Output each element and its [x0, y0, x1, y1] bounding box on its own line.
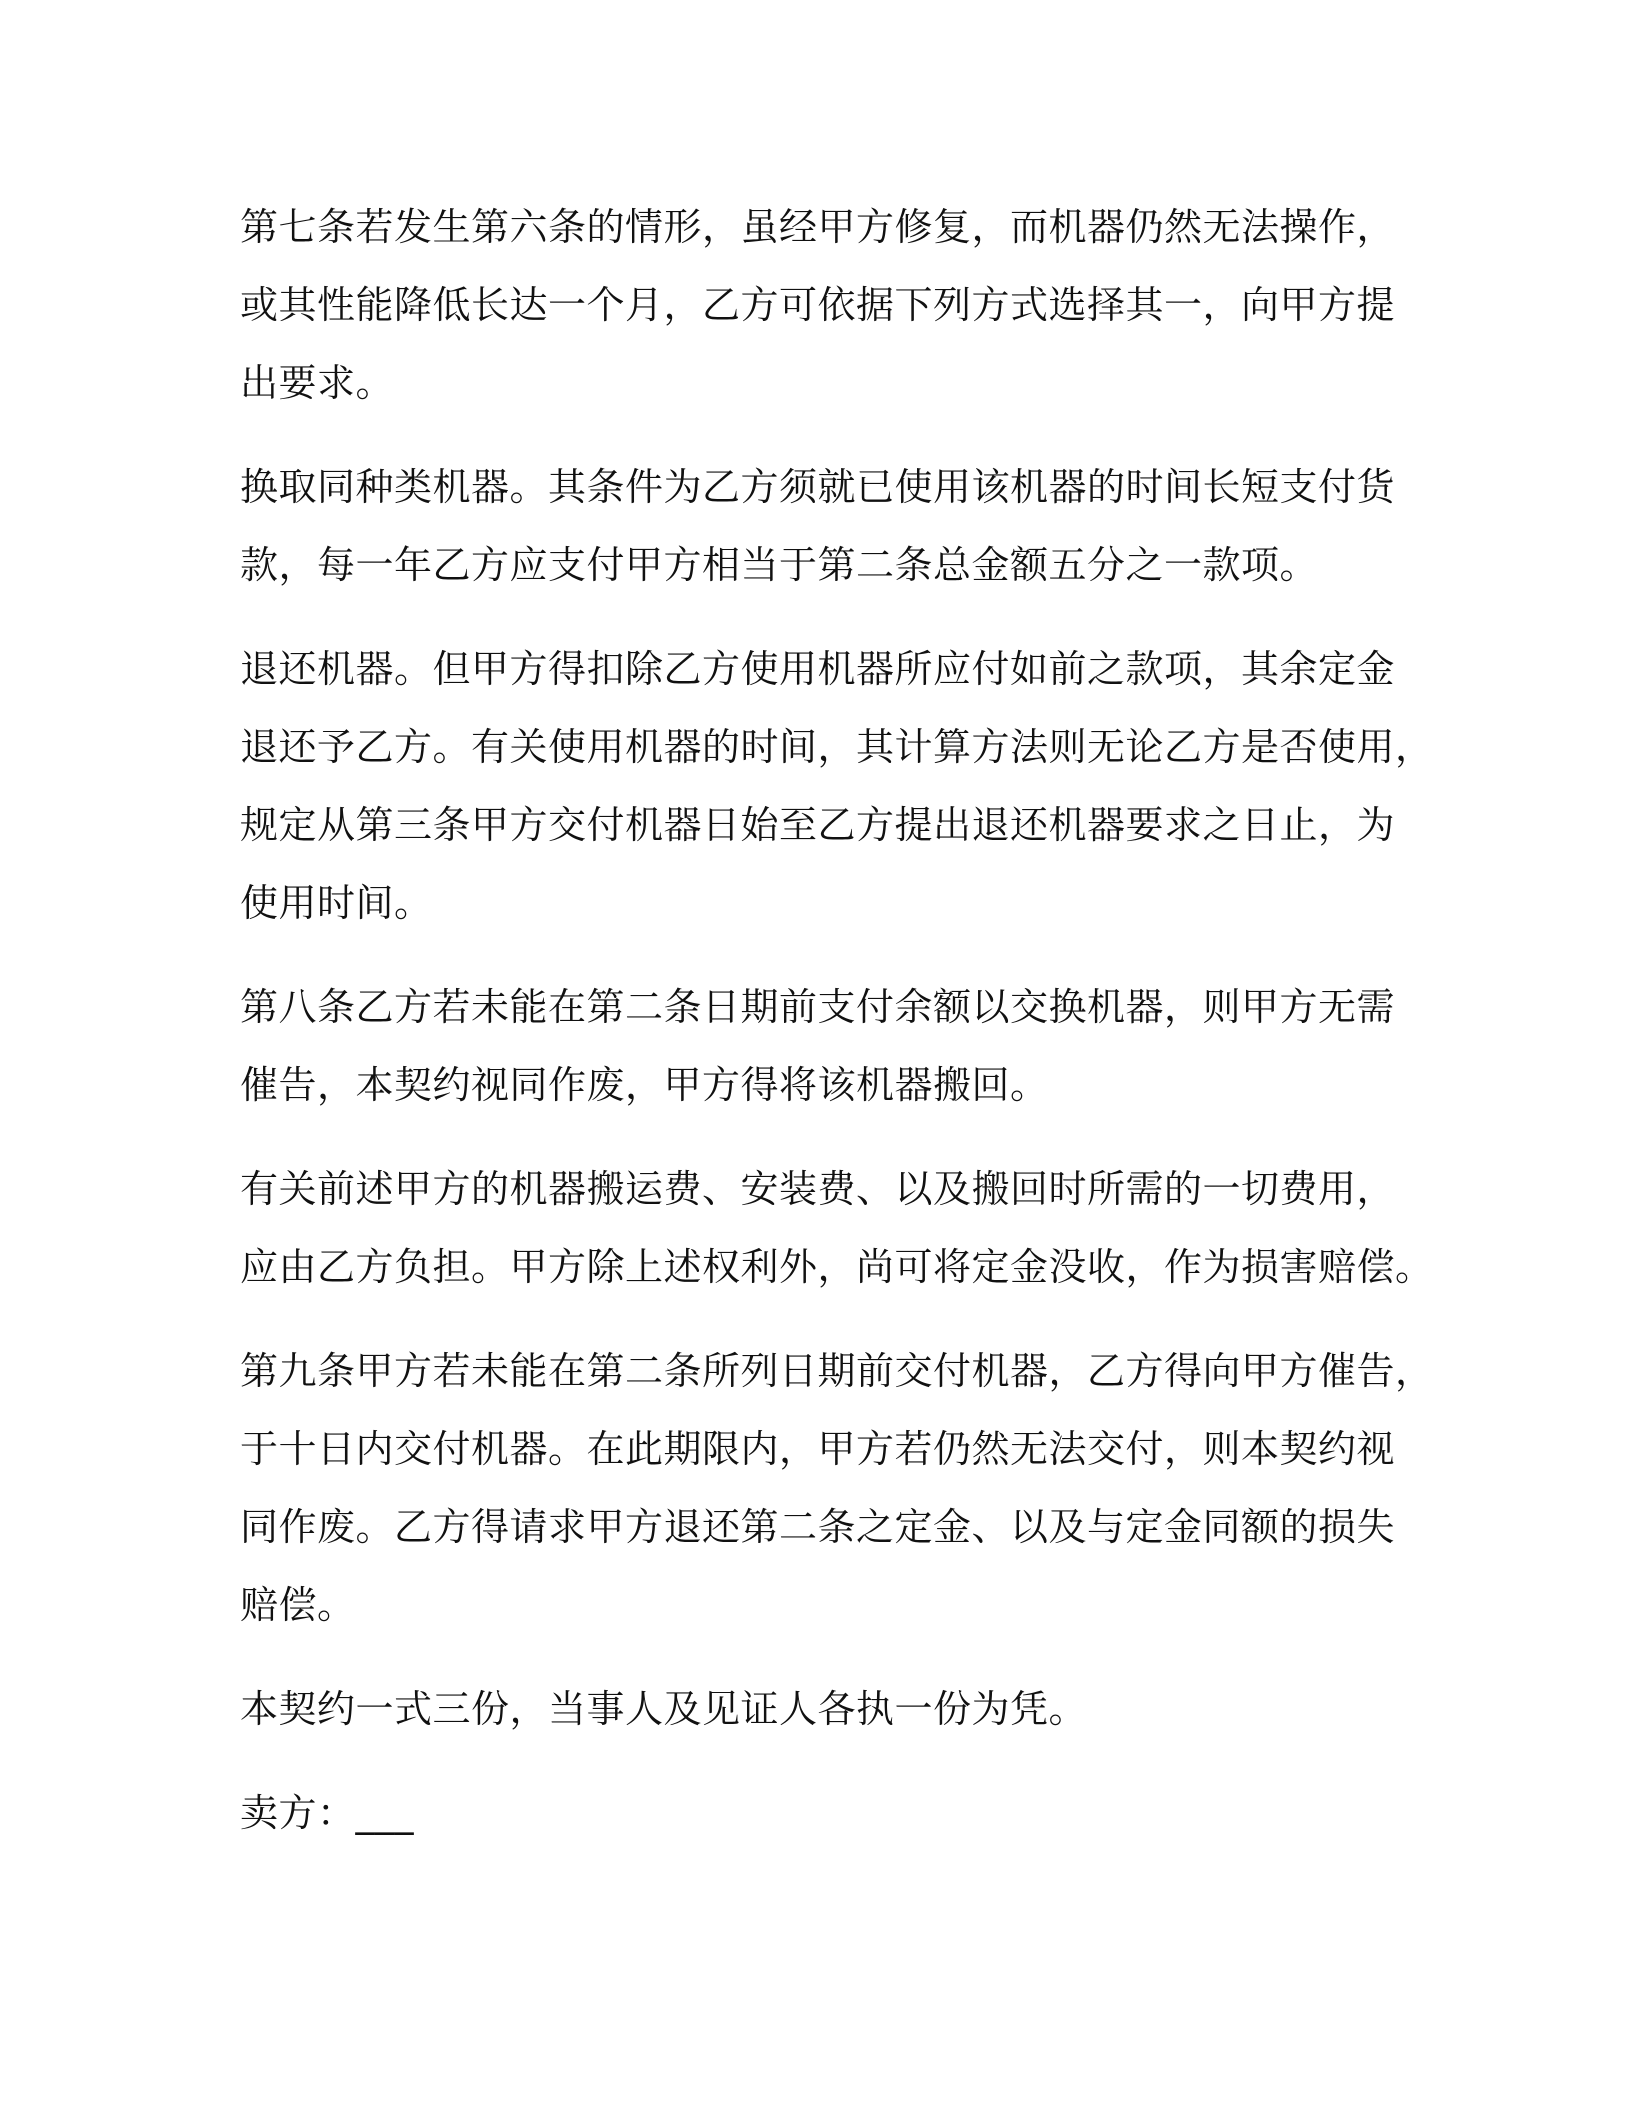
paragraph-article-9 [240, 1332, 1434, 1644]
text-line: 退还机器。但甲方得扣除乙方使用机器所应付如前之款项，其余定金 [240, 647, 1396, 691]
text-line: 应由乙方负担。甲方除上述权利外，尚可将定金没收，作为损害赔偿。 [240, 1245, 1434, 1289]
paragraph-article-7 [240, 188, 1420, 422]
text-line: 出要求。 [240, 361, 395, 405]
paragraph-costs [240, 1150, 1434, 1306]
text-line: 或其性能降低长达一个月，乙方可依据下列方式选择其一，向甲方提 [240, 283, 1396, 327]
paragraph-exchange-machine [240, 448, 1420, 604]
text-line: 于十日内交付机器。在此期限内，甲方若仍然无法交付，则本契约视 [240, 1427, 1396, 1471]
text-line: 赔偿。 [240, 1583, 356, 1627]
paragraph-article-8 [240, 968, 1420, 1124]
text-line: 款，每一年乙方应支付甲方相当于第二条总金额五分之一款项。 [240, 543, 1319, 587]
text-line: 规定从第三条甲方交付机器日始至乙方提出退还机器要求之日止，为 [240, 803, 1396, 847]
text-line: 第九条甲方若未能在第二条所列日期前交付机器，乙方得向甲方催告， [240, 1349, 1434, 1393]
text-line: 使用时间。 [240, 881, 433, 925]
paragraph-copies [240, 1670, 1420, 1748]
text-line: 有关前述甲方的机器搬运费、安装费、以及搬回时所需的一切费用， [240, 1167, 1396, 1211]
text-line: 本契约一式三份，当事人及见证人各执一份为凭。 [240, 1687, 1088, 1731]
text-line: 第七条若发生第六条的情形，虽经甲方修复，而机器仍然无法操作， [240, 205, 1396, 249]
text-line: 第八条乙方若未能在第二条日期前支付余额以交换机器，则甲方无需 [240, 985, 1396, 1029]
text-line: 催告，本契约视同作废，甲方得将该机器搬回。 [240, 1063, 1049, 1107]
paragraph-return-machine [240, 630, 1434, 942]
text-line: 换取同种类机器。其条件为乙方须就已使用该机器的时间长短支付货 [240, 465, 1396, 509]
text-line: 退还予乙方。有关使用机器的时间，其计算方法则无论乙方是否使用， [240, 725, 1434, 769]
text-line: 同作废。乙方得请求甲方退还第二条之定金、以及与定金同额的损失 [240, 1505, 1396, 1549]
document-body [240, 188, 1434, 1878]
text-line: 卖方：___ [240, 1791, 415, 1835]
seller-signature-line [240, 1774, 1420, 1852]
